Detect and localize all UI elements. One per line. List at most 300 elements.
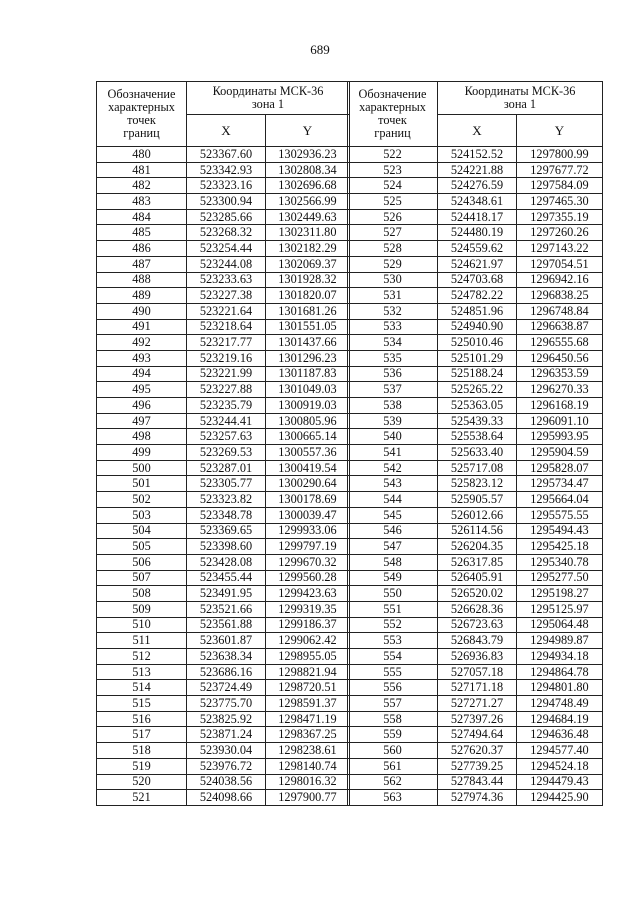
point-id-cell: 552 [348, 617, 438, 633]
table-row [97, 492, 350, 508]
point-id-cell: 542 [348, 460, 438, 476]
y-coordinate-cell: 1294636.48 [517, 727, 603, 743]
table-row [97, 586, 350, 602]
table-row [97, 774, 350, 790]
point-id-cell: 538 [348, 398, 438, 414]
table-row [97, 241, 350, 257]
y-coordinate-cell: 1297584.09 [517, 178, 603, 194]
point-id-cell: 480 [97, 147, 187, 163]
point-id-cell: 517 [97, 727, 187, 743]
table-row [348, 350, 603, 366]
y-coordinate-cell: 1294934.18 [517, 649, 603, 665]
x-coordinate-cell: 526405.91 [438, 570, 517, 586]
x-coordinate-cell: 524348.61 [438, 194, 517, 210]
y-coordinate-cell: 1301551.05 [266, 319, 350, 335]
y-coordinate-cell: 1302311.80 [266, 225, 350, 241]
point-id-cell: 554 [348, 649, 438, 665]
table-row [348, 194, 603, 210]
table-row [348, 523, 603, 539]
point-id-cell: 506 [97, 554, 187, 570]
table-row [97, 727, 350, 743]
y-coordinate-cell: 1297143.22 [517, 241, 603, 257]
y-coordinate-cell: 1300919.03 [266, 398, 350, 414]
y-coordinate-cell: 1295828.07 [517, 460, 603, 476]
table-row [97, 539, 350, 555]
point-id-cell: 548 [348, 554, 438, 570]
point-id-cell: 485 [97, 225, 187, 241]
x-coordinate-cell: 523561.88 [187, 617, 266, 633]
y-coordinate-cell: 1295494.43 [517, 523, 603, 539]
y-coordinate-cell: 1298140.74 [266, 758, 350, 774]
x-coordinate-cell: 525010.46 [438, 335, 517, 351]
header-coordinate-system: Координаты МСК-36 зона 1 [438, 82, 603, 115]
table-row [97, 209, 350, 225]
point-id-cell: 523 [348, 162, 438, 178]
x-coordinate-cell: 523521.66 [187, 601, 266, 617]
x-coordinate-cell: 523825.92 [187, 711, 266, 727]
y-coordinate-cell: 1298821.94 [266, 664, 350, 680]
table-row [348, 633, 603, 649]
table-row [348, 178, 603, 194]
point-id-cell: 529 [348, 256, 438, 272]
y-coordinate-cell: 1298955.05 [266, 649, 350, 665]
y-coordinate-cell: 1294748.49 [517, 696, 603, 712]
point-id-cell: 483 [97, 194, 187, 210]
table-row [348, 758, 603, 774]
y-coordinate-cell: 1301187.83 [266, 366, 350, 382]
table-row [348, 696, 603, 712]
y-coordinate-cell: 1297260.26 [517, 225, 603, 241]
x-coordinate-cell: 523244.41 [187, 413, 266, 429]
table-row [97, 711, 350, 727]
table-row [97, 476, 350, 492]
y-coordinate-cell: 1295734.47 [517, 476, 603, 492]
table-row [348, 256, 603, 272]
point-id-cell: 531 [348, 288, 438, 304]
x-coordinate-cell: 523227.88 [187, 382, 266, 398]
table-row [97, 633, 350, 649]
point-id-cell: 561 [348, 758, 438, 774]
table-row [97, 382, 350, 398]
x-coordinate-cell: 524851.96 [438, 303, 517, 319]
point-id-cell: 513 [97, 664, 187, 680]
point-id-cell: 528 [348, 241, 438, 257]
point-id-cell: 524 [348, 178, 438, 194]
header-point-label: Обозначение характерных точек границ [348, 82, 438, 147]
point-id-cell: 501 [97, 476, 187, 492]
table-row [97, 225, 350, 241]
x-coordinate-cell: 523305.77 [187, 476, 266, 492]
x-coordinate-cell: 526114.56 [438, 523, 517, 539]
x-coordinate-cell: 523930.04 [187, 743, 266, 759]
y-coordinate-cell: 1299670.32 [266, 554, 350, 570]
y-coordinate-cell: 1295664.04 [517, 492, 603, 508]
point-id-cell: 550 [348, 586, 438, 602]
x-coordinate-cell: 525101.29 [438, 350, 517, 366]
y-coordinate-cell: 1300290.64 [266, 476, 350, 492]
table-row [348, 319, 603, 335]
point-id-cell: 482 [97, 178, 187, 194]
table-row [348, 147, 603, 163]
y-coordinate-cell: 1301049.03 [266, 382, 350, 398]
x-coordinate-cell: 523724.49 [187, 680, 266, 696]
table-row [97, 398, 350, 414]
table-row [348, 774, 603, 790]
x-coordinate-cell: 526520.02 [438, 586, 517, 602]
point-id-cell: 533 [348, 319, 438, 335]
point-id-cell: 536 [348, 366, 438, 382]
table-row [348, 727, 603, 743]
header-x: X [187, 115, 266, 147]
header-point-label: Обозначение характерных точек границ [97, 82, 187, 147]
x-coordinate-cell: 525439.33 [438, 413, 517, 429]
x-coordinate-cell: 526012.66 [438, 507, 517, 523]
point-id-cell: 521 [97, 790, 187, 806]
table-row [97, 303, 350, 319]
x-coordinate-cell: 523455.44 [187, 570, 266, 586]
y-coordinate-cell: 1299319.35 [266, 601, 350, 617]
table-row [348, 649, 603, 665]
point-id-cell: 546 [348, 523, 438, 539]
table-row [97, 429, 350, 445]
point-id-cell: 515 [97, 696, 187, 712]
point-id-cell: 495 [97, 382, 187, 398]
x-coordinate-cell: 523287.01 [187, 460, 266, 476]
x-coordinate-cell: 524782.22 [438, 288, 517, 304]
table-row [348, 335, 603, 351]
point-id-cell: 491 [97, 319, 187, 335]
x-coordinate-cell: 524418.17 [438, 209, 517, 225]
x-coordinate-cell: 523323.82 [187, 492, 266, 508]
x-coordinate-cell: 523398.60 [187, 539, 266, 555]
point-id-cell: 498 [97, 429, 187, 445]
x-coordinate-cell: 523221.64 [187, 303, 266, 319]
table-row [348, 225, 603, 241]
point-id-cell: 543 [348, 476, 438, 492]
table-row [348, 272, 603, 288]
table-row [348, 586, 603, 602]
x-coordinate-cell: 527843.44 [438, 774, 517, 790]
point-id-cell: 535 [348, 350, 438, 366]
x-coordinate-cell: 523323.16 [187, 178, 266, 194]
table-row [348, 460, 603, 476]
y-coordinate-cell: 1302936.23 [266, 147, 350, 163]
y-coordinate-cell: 1295198.27 [517, 586, 603, 602]
point-id-cell: 484 [97, 209, 187, 225]
y-coordinate-cell: 1297054.51 [517, 256, 603, 272]
y-coordinate-cell: 1297355.19 [517, 209, 603, 225]
x-coordinate-cell: 523300.94 [187, 194, 266, 210]
table-row [97, 272, 350, 288]
table-row [348, 209, 603, 225]
x-coordinate-cell: 523976.72 [187, 758, 266, 774]
x-coordinate-cell: 523871.24 [187, 727, 266, 743]
x-coordinate-cell: 525363.05 [438, 398, 517, 414]
y-coordinate-cell: 1301296.23 [266, 350, 350, 366]
y-coordinate-cell: 1294577.40 [517, 743, 603, 759]
x-coordinate-cell: 523342.93 [187, 162, 266, 178]
table-row [348, 554, 603, 570]
table-row [97, 523, 350, 539]
x-coordinate-cell: 523233.63 [187, 272, 266, 288]
x-coordinate-cell: 527620.37 [438, 743, 517, 759]
y-coordinate-cell: 1295277.50 [517, 570, 603, 586]
point-id-cell: 540 [348, 429, 438, 445]
y-coordinate-cell: 1299423.63 [266, 586, 350, 602]
y-coordinate-cell: 1294425.90 [517, 790, 603, 806]
coordinates-table-left [96, 81, 350, 806]
point-id-cell: 492 [97, 335, 187, 351]
point-id-cell: 489 [97, 288, 187, 304]
point-id-cell: 503 [97, 507, 187, 523]
x-coordinate-cell: 524276.59 [438, 178, 517, 194]
point-id-cell: 487 [97, 256, 187, 272]
table-row [97, 460, 350, 476]
x-coordinate-cell: 525633.40 [438, 445, 517, 461]
header-x: X [438, 115, 517, 147]
x-coordinate-cell: 524038.56 [187, 774, 266, 790]
point-id-cell: 560 [348, 743, 438, 759]
x-coordinate-cell: 523217.77 [187, 335, 266, 351]
x-coordinate-cell: 523219.16 [187, 350, 266, 366]
table-row [348, 790, 603, 806]
y-coordinate-cell: 1296450.56 [517, 350, 603, 366]
y-coordinate-cell: 1298367.25 [266, 727, 350, 743]
table-row [97, 664, 350, 680]
x-coordinate-cell: 527739.25 [438, 758, 517, 774]
x-coordinate-cell: 523227.38 [187, 288, 266, 304]
x-coordinate-cell: 523348.78 [187, 507, 266, 523]
table-row [348, 711, 603, 727]
table-row [348, 601, 603, 617]
table-row [97, 743, 350, 759]
point-id-cell: 541 [348, 445, 438, 461]
table-row [97, 178, 350, 194]
table-row [348, 664, 603, 680]
y-coordinate-cell: 1295125.97 [517, 601, 603, 617]
y-coordinate-cell: 1302566.99 [266, 194, 350, 210]
point-id-cell: 488 [97, 272, 187, 288]
point-id-cell: 494 [97, 366, 187, 382]
point-id-cell: 505 [97, 539, 187, 555]
page-number: 689 [310, 42, 330, 57]
point-id-cell: 553 [348, 633, 438, 649]
x-coordinate-cell: 524559.62 [438, 241, 517, 257]
table-row [348, 398, 603, 414]
y-coordinate-cell: 1298720.51 [266, 680, 350, 696]
x-coordinate-cell: 523254.44 [187, 241, 266, 257]
table-row [97, 790, 350, 806]
table-row [97, 507, 350, 523]
table-row [97, 601, 350, 617]
table-row [97, 319, 350, 335]
y-coordinate-cell: 1299797.19 [266, 539, 350, 555]
point-id-cell: 555 [348, 664, 438, 680]
y-coordinate-cell: 1298238.61 [266, 743, 350, 759]
point-id-cell: 497 [97, 413, 187, 429]
x-coordinate-cell: 523491.95 [187, 586, 266, 602]
point-id-cell: 504 [97, 523, 187, 539]
table-row [97, 147, 350, 163]
table-row [348, 743, 603, 759]
y-coordinate-cell: 1297465.30 [517, 194, 603, 210]
table-row [97, 413, 350, 429]
y-coordinate-cell: 1302696.68 [266, 178, 350, 194]
y-coordinate-cell: 1302182.29 [266, 241, 350, 257]
point-id-cell: 551 [348, 601, 438, 617]
table-row [348, 476, 603, 492]
x-coordinate-cell: 523428.08 [187, 554, 266, 570]
point-id-cell: 509 [97, 601, 187, 617]
x-coordinate-cell: 524152.52 [438, 147, 517, 163]
table-row [97, 680, 350, 696]
header-y: Y [517, 115, 603, 147]
point-id-cell: 547 [348, 539, 438, 555]
point-id-cell: 512 [97, 649, 187, 665]
y-coordinate-cell: 1296353.59 [517, 366, 603, 382]
point-id-cell: 514 [97, 680, 187, 696]
x-coordinate-cell: 525265.22 [438, 382, 517, 398]
y-coordinate-cell: 1300039.47 [266, 507, 350, 523]
y-coordinate-cell: 1301820.07 [266, 288, 350, 304]
table-row [348, 162, 603, 178]
y-coordinate-cell: 1302808.34 [266, 162, 350, 178]
x-coordinate-cell: 523221.99 [187, 366, 266, 382]
table-row [348, 366, 603, 382]
y-coordinate-cell: 1297800.99 [517, 147, 603, 163]
x-coordinate-cell: 524621.97 [438, 256, 517, 272]
point-id-cell: 537 [348, 382, 438, 398]
y-coordinate-cell: 1298591.37 [266, 696, 350, 712]
y-coordinate-cell: 1296942.16 [517, 272, 603, 288]
y-coordinate-cell: 1294524.18 [517, 758, 603, 774]
x-coordinate-cell: 525538.64 [438, 429, 517, 445]
point-id-cell: 508 [97, 586, 187, 602]
point-id-cell: 558 [348, 711, 438, 727]
table-row [348, 507, 603, 523]
point-id-cell: 510 [97, 617, 187, 633]
y-coordinate-cell: 1294989.87 [517, 633, 603, 649]
x-coordinate-cell: 527171.18 [438, 680, 517, 696]
point-id-cell: 507 [97, 570, 187, 586]
y-coordinate-cell: 1295425.18 [517, 539, 603, 555]
table-row [348, 303, 603, 319]
y-coordinate-cell: 1296838.25 [517, 288, 603, 304]
y-coordinate-cell: 1297677.72 [517, 162, 603, 178]
point-id-cell: 481 [97, 162, 187, 178]
table-row [97, 649, 350, 665]
y-coordinate-cell: 1294864.78 [517, 664, 603, 680]
x-coordinate-cell: 523285.66 [187, 209, 266, 225]
x-coordinate-cell: 526936.83 [438, 649, 517, 665]
table-row [348, 539, 603, 555]
y-coordinate-cell: 1302449.63 [266, 209, 350, 225]
x-coordinate-cell: 523218.64 [187, 319, 266, 335]
y-coordinate-cell: 1296168.19 [517, 398, 603, 414]
point-id-cell: 526 [348, 209, 438, 225]
point-id-cell: 545 [348, 507, 438, 523]
x-coordinate-cell: 525717.08 [438, 460, 517, 476]
point-id-cell: 544 [348, 492, 438, 508]
table-row [348, 570, 603, 586]
x-coordinate-cell: 524703.68 [438, 272, 517, 288]
y-coordinate-cell: 1299560.28 [266, 570, 350, 586]
y-coordinate-cell: 1300419.54 [266, 460, 350, 476]
point-id-cell: 499 [97, 445, 187, 461]
table-row [97, 162, 350, 178]
x-coordinate-cell: 524940.90 [438, 319, 517, 335]
y-coordinate-cell: 1296270.33 [517, 382, 603, 398]
table-row [348, 382, 603, 398]
x-coordinate-cell: 525188.24 [438, 366, 517, 382]
x-coordinate-cell: 525823.12 [438, 476, 517, 492]
y-coordinate-cell: 1297900.77 [266, 790, 350, 806]
point-id-cell: 502 [97, 492, 187, 508]
x-coordinate-cell: 525905.57 [438, 492, 517, 508]
x-coordinate-cell: 523638.34 [187, 649, 266, 665]
y-coordinate-cell: 1295904.59 [517, 445, 603, 461]
y-coordinate-cell: 1296748.84 [517, 303, 603, 319]
table-row [97, 445, 350, 461]
table-row [348, 413, 603, 429]
table-row [97, 554, 350, 570]
point-id-cell: 519 [97, 758, 187, 774]
table-row [348, 241, 603, 257]
point-id-cell: 522 [348, 147, 438, 163]
y-coordinate-cell: 1295993.95 [517, 429, 603, 445]
y-coordinate-cell: 1295340.78 [517, 554, 603, 570]
x-coordinate-cell: 526723.63 [438, 617, 517, 633]
coordinates-table-right [347, 81, 603, 806]
x-coordinate-cell: 524480.19 [438, 225, 517, 241]
table-row [97, 366, 350, 382]
point-id-cell: 534 [348, 335, 438, 351]
table-row [97, 570, 350, 586]
point-id-cell: 496 [97, 398, 187, 414]
y-coordinate-cell: 1301437.66 [266, 335, 350, 351]
x-coordinate-cell: 527494.64 [438, 727, 517, 743]
table-row [348, 680, 603, 696]
point-id-cell: 500 [97, 460, 187, 476]
table-row [97, 696, 350, 712]
point-id-cell: 511 [97, 633, 187, 649]
table-row [97, 758, 350, 774]
point-id-cell: 490 [97, 303, 187, 319]
point-id-cell: 493 [97, 350, 187, 366]
table-row [97, 194, 350, 210]
header-y: Y [266, 115, 350, 147]
point-id-cell: 525 [348, 194, 438, 210]
point-id-cell: 562 [348, 774, 438, 790]
x-coordinate-cell: 527974.36 [438, 790, 517, 806]
table-row [97, 256, 350, 272]
y-coordinate-cell: 1295064.48 [517, 617, 603, 633]
point-id-cell: 518 [97, 743, 187, 759]
x-coordinate-cell: 527397.26 [438, 711, 517, 727]
y-coordinate-cell: 1299933.06 [266, 523, 350, 539]
y-coordinate-cell: 1296555.68 [517, 335, 603, 351]
point-id-cell: 549 [348, 570, 438, 586]
y-coordinate-cell: 1296638.87 [517, 319, 603, 335]
y-coordinate-cell: 1300557.36 [266, 445, 350, 461]
y-coordinate-cell: 1299062.42 [266, 633, 350, 649]
point-id-cell: 557 [348, 696, 438, 712]
y-coordinate-cell: 1294684.19 [517, 711, 603, 727]
table-row [97, 617, 350, 633]
x-coordinate-cell: 523257.63 [187, 429, 266, 445]
table-row [348, 445, 603, 461]
point-id-cell: 486 [97, 241, 187, 257]
